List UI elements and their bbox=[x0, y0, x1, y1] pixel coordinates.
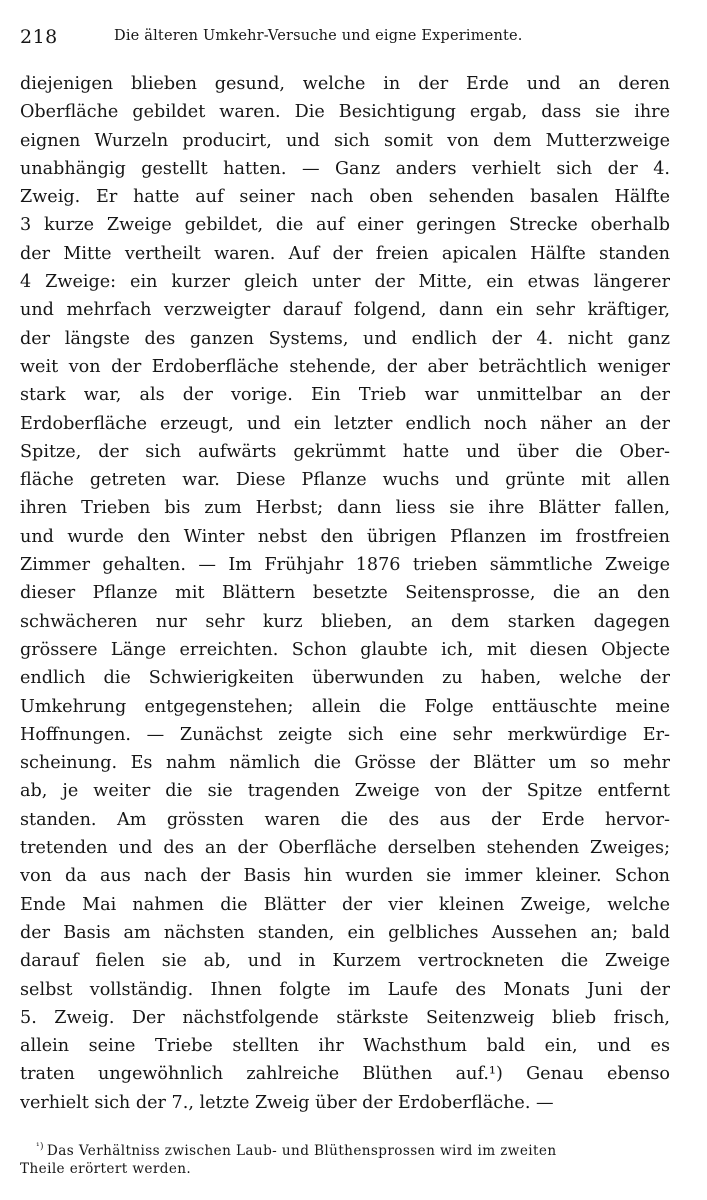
text-line: Hoffnungen. — Zunächst zeigte sich eine sehr merkwürdige Er- bbox=[20, 724, 670, 745]
text-line: Umkehrung entgegenstehen; allein die Folge enttäuschte meine bbox=[20, 696, 670, 717]
running-title: Die älteren Umkehr-Versuche und eigne Experimente. bbox=[114, 28, 523, 44]
text-line: Ende Mai nahmen die Blätter der vier kleinen Zweige, welche bbox=[20, 894, 670, 915]
footnote-line bbox=[20, 1136, 670, 1158]
text-line: Oberfläche gebildet waren. Die Besichtigung ergab, dass sie ihre bbox=[20, 102, 670, 123]
text-line: der Basis am nächsten standen, ein gelbliches Aussehen an; bald bbox=[20, 922, 670, 943]
text-line: Zweig. Er hatte auf seiner nach oben sehenden basalen Hälfte bbox=[20, 187, 670, 208]
text-line: schwächeren nur sehr kurz blieben, an dem starken dagegen bbox=[20, 611, 670, 632]
text-line: der längste des ganzen Systems, und endlich der 4. nicht ganz bbox=[20, 328, 670, 349]
text-line: Zimmer gehalten. — Im Frühjahr 1876 trieben sämmtliche Zweige bbox=[20, 555, 670, 576]
running-head bbox=[20, 22, 680, 52]
text-line: fläche getreten war. Diese Pflanze wuchs und grünte mit allen bbox=[20, 470, 670, 491]
text-line: 3 kurze Zweige gebildet, die auf einer geringen Strecke oberhalb bbox=[20, 215, 670, 236]
text-line: 5. Zweig. Der nächstfolgende stärkste Seitenzweig blieb frisch, bbox=[20, 1007, 670, 1028]
text-line: von da aus nach der Basis hin wurden sie immer kleiner. Schon bbox=[20, 866, 670, 887]
text-line: diejenigen blieben gesund, welche in der Erde und an deren bbox=[20, 74, 670, 94]
text-line: Erdoberfläche erzeugt, und ein letzter endlich noch näher an der bbox=[20, 413, 670, 434]
footnote-text: Das Verhältniss zwischen Laub- und Blüthensprossen wird im zweiten bbox=[46, 1143, 557, 1159]
text-line: tretenden und des an der Oberfläche derselben stehenden Zweiges; bbox=[20, 838, 670, 859]
text-line: allein seine Triebe stellten ihr Wachsthum bald ein, und es bbox=[20, 1036, 670, 1057]
text-line: dieser Pflanze mit Blättern besetzte Seitensprosse, die an den bbox=[20, 583, 670, 604]
text-line: endlich die Schwierigkeiten überwunden zu haben, welche der bbox=[20, 668, 670, 689]
text-line: stark war, als der vorige. Ein Trieb war unmittelbar an der bbox=[20, 385, 670, 406]
body-text bbox=[20, 70, 670, 1117]
text-line: ihren Trieben bis zum Herbst; dann liess sie ihre Blätter fallen, bbox=[20, 498, 670, 519]
text-line: und wurde den Winter nebst den übrigen Pflanzen im frostfreien bbox=[20, 526, 670, 547]
text-line: traten ungewöhnlich zahlreiche Blüthen auf.¹) Genau ebenso bbox=[20, 1064, 670, 1085]
text-line: scheinung. Es nahm nämlich die Grösse der Blätter um so mehr bbox=[20, 753, 670, 774]
text-line: eignen Wurzeln producirt, und sich somit von dem Mutterzweige bbox=[20, 130, 670, 151]
text-line: selbst vollständig. Ihnen folgte im Laufe des Monats Juni der bbox=[20, 979, 670, 1000]
footnote-marker: ¹) bbox=[36, 1142, 44, 1152]
text-line: ab, je weiter die sie tragenden Zweige von der Spitze entfernt bbox=[20, 781, 670, 802]
text-line: und mehrfach verzweigter darauf folgend, dann ein sehr kräftiger, bbox=[20, 300, 670, 321]
text-line: unabhängig gestellt hatten. — Ganz anders verhielt sich der 4. bbox=[20, 158, 670, 179]
text-line: weit von der Erdoberfläche stehende, der aber beträchtlich weniger bbox=[20, 356, 670, 377]
text-line: der Mitte vertheilt waren. Auf der freien apicalen Hälfte standen bbox=[20, 243, 670, 264]
footnote-line: Theile erörtert werden. bbox=[20, 1161, 192, 1177]
text-line: 4 Zweige: ein kurzer gleich unter der Mitte, ein etwas längerer bbox=[20, 272, 670, 293]
footnote bbox=[20, 1136, 670, 1180]
text-line: standen. Am grössten waren die des aus der Erde hervor- bbox=[20, 809, 670, 830]
text-line: Spitze, der sich aufwärts gekrümmt hatte und über die Ober- bbox=[20, 441, 670, 462]
page-number: 218 bbox=[20, 26, 58, 48]
text-line: darauf fielen sie ab, und in Kurzem vertrockneten die Zweige bbox=[20, 951, 670, 972]
text-line: verhielt sich der 7., letzte Zweig über der Erdoberfläche. — bbox=[20, 1092, 554, 1113]
text-line: grössere Länge erreichten. Schon glaubte ich, mit diesen Objecte bbox=[20, 639, 670, 660]
